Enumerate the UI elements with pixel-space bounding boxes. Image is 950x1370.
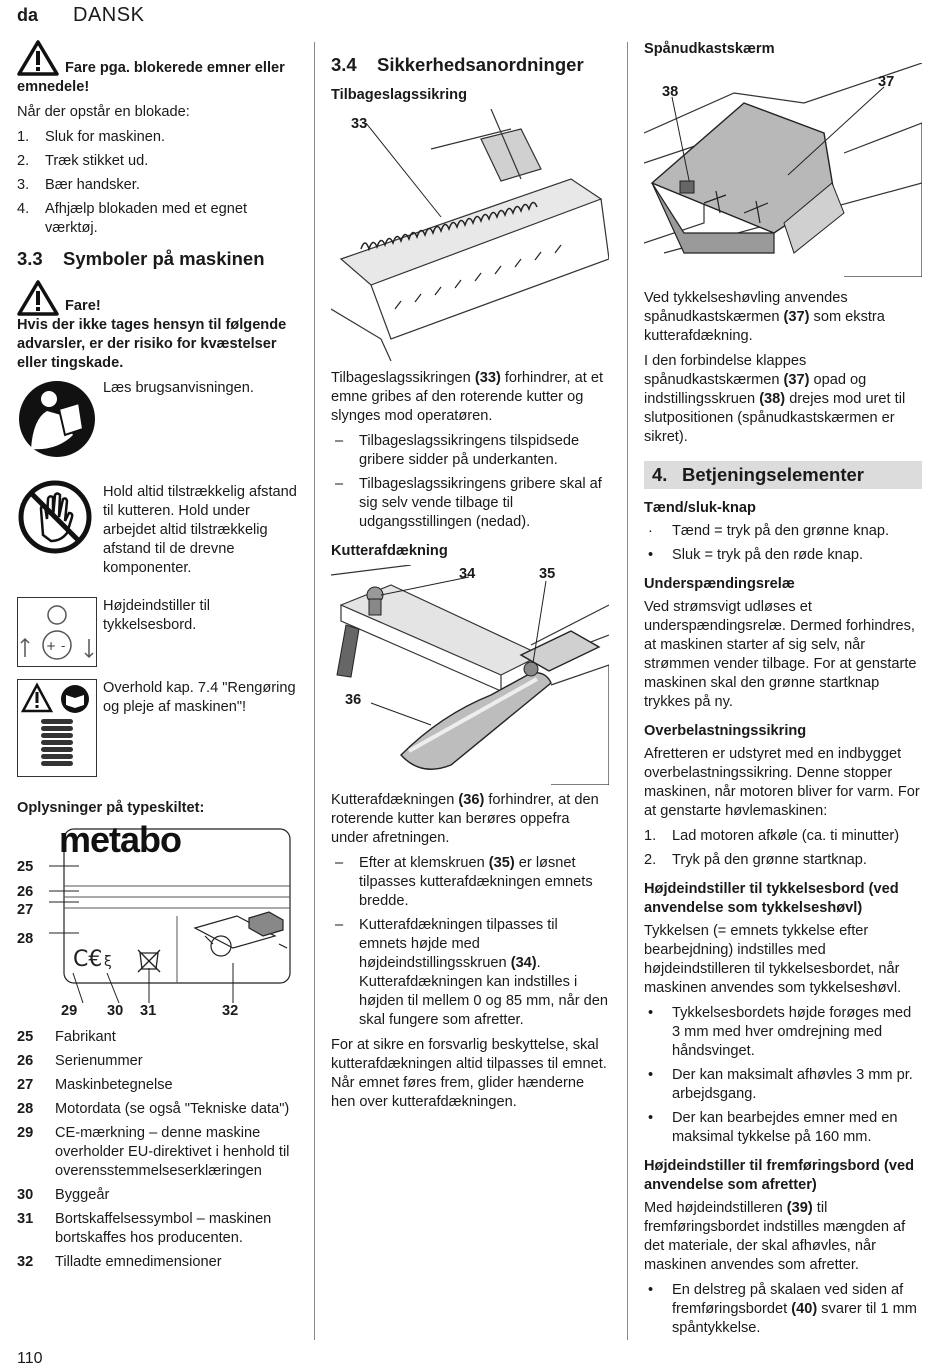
symbol-row <box>17 597 297 669</box>
dash-marker: – <box>335 917 344 933</box>
text-run: forhindrer, at den roterende kutter kan berøres oppefra under afretningen. <box>331 792 599 846</box>
item-text: Der kan bearbejdes emner med en maksimal tykkelse på 160 mm. <box>672 1110 898 1145</box>
list-item <box>17 176 297 195</box>
column-3 <box>644 40 922 1344</box>
paragraph <box>331 369 609 426</box>
figure-label: 37 <box>878 74 895 90</box>
step-text: Sluk for maskinen. <box>45 129 166 145</box>
reference-number: (40) <box>791 1301 818 1317</box>
typeplate-label: 27 <box>17 902 34 918</box>
text-run: Kutterafdækningen tilpasses til emnets højde med højdeindstillingsskruen <box>359 917 558 971</box>
reference-number: (38) <box>759 391 786 407</box>
legend-key: 28 <box>17 1101 34 1117</box>
section-title: Sikkerhedsanordninger <box>377 54 584 75</box>
typeplate-legend <box>17 1028 297 1272</box>
dash-marker: – <box>335 433 344 449</box>
text-run: svarer til 1 mm spåntykkelse. <box>672 1301 917 1336</box>
fare-text: Hvis der ikke tages hensyn til følgende advarsler, er der risiko for kvæstelser eller tingskade. <box>17 317 287 371</box>
section-heading <box>17 248 297 270</box>
legend-value: Byggeår <box>55 1187 110 1203</box>
step-number: 4. <box>17 201 30 217</box>
section-title: Betjeningselementer <box>682 464 864 485</box>
chip-ejector-illustration <box>644 63 922 277</box>
text-run: En delstreg på skalaen ved siden af fremføringsbordet <box>672 1282 904 1317</box>
section-number: 3.3 <box>17 248 43 269</box>
text-run: Efter at klemskruen <box>359 855 489 871</box>
warning-triangle-icon <box>17 280 59 316</box>
legend-value: Motordata (se også "Tekniske data") <box>55 1101 290 1117</box>
infeed-table-list <box>644 1281 922 1338</box>
list-item <box>17 200 297 238</box>
legend-item <box>17 1253 297 1272</box>
list-item <box>644 546 922 565</box>
legend-value: CE-mærkning – denne maskine overholder EU-direktivet i henhold til overensstemmelseserklæringen <box>55 1125 290 1179</box>
typeplate-figure <box>17 819 297 1019</box>
chip-ejector-figure <box>644 63 922 277</box>
cutter-cover-figure <box>331 565 609 785</box>
read-manual-icon <box>17 379 97 459</box>
symbol-text: Overhold kap. 7.4 "Rengøring og pleje af maskinen"! <box>103 680 296 715</box>
typeplate-label: 32 <box>222 1003 239 1019</box>
typeplate-label: 28 <box>17 931 34 947</box>
page-header <box>17 4 145 26</box>
cutter-cover-list <box>331 854 609 1030</box>
column-divider <box>314 42 315 1340</box>
list-item <box>644 1109 922 1147</box>
list-item <box>331 854 609 911</box>
reference-number: (35) <box>488 855 515 871</box>
text-run: Ved tykkelseshøvling anvendes spånudkastskærmen <box>644 290 848 325</box>
reference-number: (33) <box>474 370 501 386</box>
bullet-marker: • <box>648 547 654 563</box>
list-item <box>644 827 922 846</box>
kickback-guard-illustration <box>331 109 609 361</box>
text-run: opad og indstillingsskruen <box>644 372 867 407</box>
bullet-marker: • <box>648 1282 654 1298</box>
legend-item <box>17 1076 297 1095</box>
list-item <box>644 851 922 870</box>
text-run: drejes mod uret til slutpositionen (spånudkastskærmen er sikret). <box>644 391 906 445</box>
subsection-heading: Spånudkastskærm <box>644 41 775 57</box>
text-run: Med højdeindstilleren <box>644 1200 787 1216</box>
dash-marker: – <box>335 476 344 492</box>
column-2 <box>331 40 609 1118</box>
bullet-marker: • <box>648 1067 654 1083</box>
legend-key: 31 <box>17 1211 34 1227</box>
section-number: 3.4 <box>331 54 357 75</box>
kickback-list <box>331 432 609 532</box>
legend-item <box>17 1100 297 1119</box>
reference-number: (36) <box>458 792 485 808</box>
step-text: Bær handsker. <box>45 177 140 193</box>
item-text: Tykkelsesbordets højde forøges med 3 mm med hver omdrejning med håndsvinget. <box>672 1005 912 1059</box>
symbol-text: Læs brugsanvisningen. <box>103 380 254 396</box>
legend-key: 26 <box>17 1053 34 1069</box>
subsection-heading: Underspændingsrelæ <box>644 576 795 592</box>
svg-text:C€: C€ <box>73 947 103 972</box>
svg-text:ξ: ξ <box>104 954 112 970</box>
read-manual-symbol <box>17 379 97 459</box>
subsection-heading: Kutterafdækning <box>331 543 448 559</box>
step-number: 1. <box>644 828 657 844</box>
text-run: er løsnet tilpasses kutterafdækningen emnets bredde. <box>359 855 593 909</box>
legend-value: Tilladte emnedimensioner <box>55 1254 222 1270</box>
typeplate-label: 29 <box>61 1003 78 1019</box>
fare-block <box>17 280 297 316</box>
no-hand-icon <box>17 479 93 555</box>
list-item <box>331 916 609 1030</box>
list-item <box>17 128 297 147</box>
item-text: Tilbageslagssikringens tilspidsede gribere sidder på underkanten. <box>359 433 580 468</box>
reference-number: (34) <box>510 955 537 971</box>
typeplate-heading: Oplysninger på typeskiltet: <box>17 800 205 816</box>
legend-key: 27 <box>17 1077 34 1093</box>
typeplate-label: 31 <box>140 1003 157 1019</box>
list-item <box>331 475 609 532</box>
height-adjuster-symbol <box>17 597 97 669</box>
text-run: Tilbageslagssikringen <box>331 370 475 386</box>
bullet-marker: • <box>648 1005 654 1021</box>
subsection-heading: Tænd/sluk-knap <box>644 500 756 516</box>
step-number: 2. <box>17 153 30 169</box>
reference-number: (37) <box>783 372 810 388</box>
subsection-heading: Højdeindstiller til tykkelsesbord (ved anvendelse som tykkelseshøvl) <box>644 881 899 916</box>
symbol-text: Hold altid tilstrækkelig afstand til kutteren. Hold under arbejdet altid tilstrækkelig afstand til de drevne komponenter. <box>103 484 297 576</box>
section-heading <box>331 54 609 76</box>
kickback-figure <box>331 109 609 361</box>
typeplate-label: 25 <box>17 859 34 875</box>
list-item <box>644 522 922 541</box>
warning-title: Fare pga. blokerede emner eller emnedele! <box>17 60 285 95</box>
paragraph <box>644 352 922 447</box>
paragraph: Ved strømsvigt udløses et underspændingsrelæ. Dermed forhindres, at maskinen starter af sig selv, når strømmen vender tilbage. For at genstarte maskinen skal den grønne startknap trykkes på ny. <box>644 599 917 710</box>
blockade-intro: Når der opstår en blokade: <box>17 104 190 120</box>
legend-value: Bortskaffelsessymbol – maskinen bortskaffes hos producenten. <box>55 1211 272 1246</box>
paragraph <box>644 289 922 346</box>
no-hands-symbol <box>17 469 97 587</box>
svg-text:+: + <box>46 639 57 653</box>
reference-number: (39) <box>786 1200 813 1216</box>
bullet-marker: · <box>648 523 653 539</box>
text-run: til fremføringsbordet indstilles mængden af det materiale, der skal afhøvles, når maskinen anvendes som afretter. <box>644 1200 906 1273</box>
column-divider <box>627 42 628 1340</box>
brand-logo: metabo <box>59 819 182 860</box>
figure-label: 34 <box>459 566 476 582</box>
thickness-table-list <box>644 1004 922 1147</box>
legend-value: Fabrikant <box>55 1029 116 1045</box>
dash-marker: – <box>335 855 344 871</box>
symbol-row <box>17 379 297 459</box>
symbol-text: Højdeindstiller til tykkelsesbord. <box>103 598 211 633</box>
warning-manual-icon <box>17 679 97 777</box>
section-heading <box>644 461 922 489</box>
language-name: DANSK <box>73 4 145 26</box>
text-run: I den forbindelse klappes spånudkastskærmen <box>644 353 807 388</box>
list-item <box>644 1281 922 1338</box>
figure-label: 38 <box>662 84 679 100</box>
step-text: Træk stikket ud. <box>45 153 149 169</box>
step-text: Tryk på den grønne startknap. <box>672 852 867 868</box>
subsection-heading: Overbelastningssikring <box>644 723 807 739</box>
item-text: Tænd = tryk på den grønne knap. <box>672 523 890 539</box>
legend-item <box>17 1210 297 1248</box>
legend-value: Serienummer <box>55 1053 143 1069</box>
legend-item <box>17 1052 297 1071</box>
text-run: . Kutterafdækningen kan indstilles i højden til mellem 0 og 85 mm, når den skal fungere som afretter. <box>359 955 609 1028</box>
paragraph: Tykkelsen (= emnets tykkelse efter bearbejdning) indstilles med højdeindstilleren til tykkelsesbordet, når maskinen anvendes som tykkelseshøvl. <box>644 923 902 996</box>
subsection-heading: Tilbageslagssikring <box>331 87 467 103</box>
paragraph: Afretteren er udstyret med en indbygget overbelastningssikring. Denne stopper maskinen, når motoren bliver for varm. For at genstarte høvlemaskinen: <box>644 746 920 819</box>
item-text: Tilbageslagssikringens gribere skal af sig selv vende tilbage til udgangsstillingen (nedad). <box>359 476 602 530</box>
legend-key: 25 <box>17 1029 34 1045</box>
paragraph <box>331 791 609 848</box>
fare-label: Fare! <box>65 298 101 314</box>
section-number: 4. <box>652 464 668 485</box>
warning-triangle-icon <box>17 40 59 76</box>
svg-text:-: - <box>61 639 66 653</box>
maintenance-symbol <box>17 679 97 779</box>
blockade-steps <box>17 128 297 238</box>
typeplate-label: 30 <box>107 1003 124 1019</box>
symbol-row <box>17 469 297 587</box>
typeplate-label: 26 <box>17 884 34 900</box>
legend-key: 30 <box>17 1187 34 1203</box>
column-1 <box>17 40 297 1277</box>
step-number: 3. <box>17 177 30 193</box>
overload-steps <box>644 827 922 870</box>
on-off-list <box>644 522 922 565</box>
paragraph: For at sikre en forsvarlig beskyttelse, skal kutterafdækningen altid tilpasses til emnet. Når emnet føres frem, glider hænderne hen over kutterafdækningen. <box>331 1037 607 1110</box>
subsection-heading: Højdeindstiller til fremføringsbord (ved anvendelse som afretter) <box>644 1158 915 1193</box>
height-adjuster-icon <box>17 597 97 667</box>
reference-number: (37) <box>783 309 810 325</box>
figure-label: 36 <box>345 692 362 708</box>
legend-key: 29 <box>17 1125 34 1141</box>
text-run: forhindrer, at et emne gribes af den roterende kutter og slynges mod operatøren. <box>331 370 604 424</box>
step-text: Lad motoren afkøle (ca. ti minutter) <box>672 828 900 844</box>
step-text: Afhjælp blokaden med et egnet værktøj. <box>45 201 248 236</box>
item-text: Der kan maksimalt afhøvles 3 mm pr. arbejdsgang. <box>672 1067 913 1102</box>
legend-item <box>17 1028 297 1047</box>
step-number: 1. <box>17 129 30 145</box>
legend-item <box>17 1124 297 1181</box>
list-item <box>17 152 297 171</box>
list-item <box>644 1066 922 1104</box>
figure-label: 33 <box>351 116 368 132</box>
text-run: som ekstra kutterafdækning. <box>644 309 885 344</box>
symbol-row <box>17 679 297 779</box>
legend-key: 32 <box>17 1254 34 1270</box>
legend-value: Maskinbetegnelse <box>55 1077 173 1093</box>
bullet-marker: • <box>648 1110 654 1126</box>
item-text: Sluk = tryk på den røde knap. <box>672 547 864 563</box>
section-title: Symboler på maskinen <box>63 248 265 269</box>
list-item <box>331 432 609 470</box>
text-run: Kutterafdækningen <box>331 792 459 808</box>
language-code: da <box>17 5 39 25</box>
list-item <box>644 1004 922 1061</box>
legend-item <box>17 1186 297 1205</box>
step-number: 2. <box>644 852 657 868</box>
figure-label: 35 <box>539 566 556 582</box>
cutter-cover-illustration <box>331 565 609 785</box>
page-number: 110 <box>17 1350 43 1367</box>
paragraph <box>644 1199 922 1275</box>
